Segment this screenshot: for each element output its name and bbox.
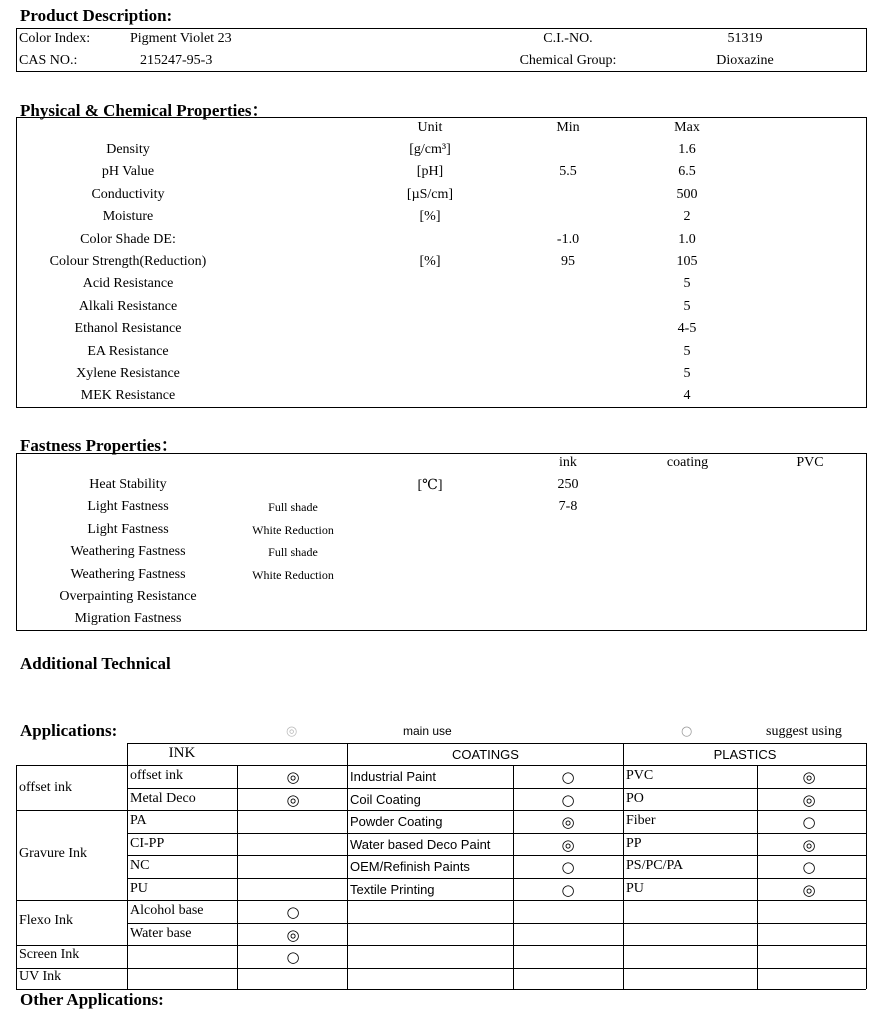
fastness-row-name: Migration Fastness [74, 611, 182, 627]
physical-heading: Physical & Chemical Properties： [20, 101, 269, 120]
physical-col-unit: Unit [417, 120, 443, 135]
coating-item-mark: ◎ [561, 835, 575, 854]
plastic-item-label: PP [626, 835, 642, 851]
other-applications-heading: Other Applications: [20, 990, 164, 1009]
physical-row-name: pH Value [101, 164, 155, 180]
physical-row-max: 5 [683, 298, 691, 314]
coating-item-mark: ○ [561, 880, 575, 899]
coating-item-label: Coil Coating [350, 791, 421, 807]
coating-item-mark: ○ [561, 790, 575, 809]
physical-row-min: -1.0 [556, 231, 580, 247]
grid-hline [128, 833, 866, 834]
plastic-item-label: PO [626, 790, 644, 806]
cas-label: CAS NO.: [19, 53, 78, 68]
header-coatings: COATINGS [452, 747, 519, 762]
physical-col-max: Max [674, 120, 700, 135]
physical-row-max: 1.0 [678, 231, 696, 247]
coating-item-label: Powder Coating [350, 814, 443, 829]
ci-no-value: 51319 [727, 31, 763, 46]
header-plastics: PLASTICS [713, 747, 777, 762]
cas-value: 215247-95-3 [140, 53, 213, 68]
chemical-group-label: Chemical Group: [519, 53, 617, 68]
ink-item-label: Alcohol base [130, 903, 204, 918]
plastic-item-mark: ◎ [802, 790, 816, 809]
ink-item-mark: ○ [286, 903, 300, 921]
plastic-item-label: Fiber [626, 813, 656, 828]
ink-item-label: PA [130, 813, 147, 828]
chemical-group-value: Dioxazine [716, 53, 774, 68]
plastic-item-mark: ○ [802, 813, 816, 831]
fastness-heading: Fastness Properties： [20, 436, 178, 455]
grid-hline [128, 788, 866, 789]
additional-heading: Additional Technical [20, 654, 171, 673]
fastness-col-ink: ink [559, 455, 577, 470]
physical-row-max: 4-5 [677, 321, 697, 337]
fastness-row-ink: 250 [557, 477, 579, 492]
grid-hline [128, 878, 866, 879]
physical-row-name: Color Shade DE: [80, 231, 176, 247]
coating-item-mark: ○ [561, 858, 575, 876]
fastness-row-name: Light Fastness [87, 521, 169, 537]
physical-row-unit: [%] [419, 209, 441, 225]
plastic-item-mark: ◎ [802, 768, 816, 786]
plastic-item-mark: ◎ [802, 835, 816, 854]
plastic-item-label: PVC [626, 768, 654, 783]
physical-row-max: 2 [683, 209, 691, 225]
physical-row-max: 5 [683, 366, 691, 381]
grid-vline [16, 765, 17, 989]
color-index-label: Color Index: [19, 31, 91, 46]
physical-row-unit: [pH] [416, 164, 444, 180]
grid-vline [127, 743, 128, 989]
plastic-item-label: PS/PC/PA [626, 858, 684, 873]
grid-hline [16, 810, 866, 811]
coating-item-label: OEM/Refinish Paints [350, 859, 470, 874]
physical-row-max: 5 [683, 343, 691, 359]
grid-vline [237, 765, 238, 989]
physical-row-name: Conductivity [91, 186, 165, 202]
fastness-row-sub: White Reduction [252, 522, 334, 537]
plastic-item-label: PU [626, 880, 644, 896]
plastic-item-mark: ○ [802, 858, 816, 876]
physical-row-name: Colour Strength(Reduction) [49, 254, 207, 269]
grid-vline [513, 765, 514, 989]
grid-hline [16, 765, 866, 766]
grid-vline [757, 765, 758, 989]
physical-row-name: Alkali Resistance [78, 298, 178, 314]
ink-item-label: CI-PP [130, 835, 165, 851]
fastness-row-sub: White Reduction [252, 567, 334, 582]
grid-hline [128, 855, 866, 856]
fastness-row-unit: [℃] [417, 478, 443, 493]
physical-col-min: Min [556, 120, 580, 135]
physical-row-unit: [%] [419, 254, 441, 269]
grid-vline [866, 743, 867, 989]
header-ink: INK [168, 745, 196, 761]
group-flexo-ink: Flexo Ink [19, 913, 74, 928]
physical-row-min: 95 [561, 254, 575, 269]
ink-item-mark: ◎ [286, 790, 300, 809]
group-screen-ink: Screen Ink [19, 947, 80, 962]
grid-hline [16, 945, 866, 946]
coating-item-label: Industrial Paint [350, 769, 436, 784]
physical-row-max: 1.6 [678, 142, 696, 157]
ink-item-mark: ◎ [286, 768, 300, 786]
physical-row-name: MEK Resistance [80, 388, 176, 404]
color-index-value: Pigment Violet 23 [130, 31, 232, 46]
fastness-row-ink: 7-8 [558, 499, 578, 515]
physical-row-unit: [g/cm³] [409, 142, 451, 157]
fastness-row-name: Overpainting Resistance [59, 589, 197, 604]
ink-item-label: Water base [130, 925, 192, 941]
fastness-row-sub: Full shade [268, 545, 318, 560]
physical-row-max: 4 [683, 388, 691, 404]
fastness-col-pvc: PVC [796, 455, 824, 470]
physical-row-name: EA Resistance [87, 343, 169, 359]
fastness-row-name: Weathering Fastness [70, 544, 186, 560]
coating-item-mark: ◎ [561, 813, 575, 831]
physical-row-name: Ethanol Resistance [74, 321, 182, 337]
group-gravure-ink: Gravure Ink [19, 846, 88, 861]
ink-item-label: NC [130, 858, 150, 873]
fastness-col-coating: coating [666, 455, 709, 470]
legend-suggest-icon: ○ [681, 724, 693, 739]
legend-main-label: main use [403, 724, 452, 738]
fastness-row-name: Weathering Fastness [70, 566, 186, 582]
coating-item-label: Textile Printing [350, 881, 435, 897]
fastness-row-name: Light Fastness [87, 499, 169, 515]
physical-row-min: 5.5 [559, 164, 577, 180]
physical-row-max: 500 [676, 186, 698, 202]
grid-vline [347, 743, 348, 989]
grid-hline [128, 923, 866, 924]
physical-row-max: 105 [676, 254, 698, 269]
group-offset-ink: offset ink [19, 780, 73, 795]
fastness-row-name: Heat Stability [89, 477, 167, 492]
fastness-row-sub: Full shade [268, 500, 318, 515]
physical-row-max: 6.5 [678, 164, 696, 180]
ci-no-label: C.I.-NO. [543, 31, 593, 46]
physical-row-max: 5 [683, 276, 691, 292]
grid-hline [128, 743, 866, 744]
grid-vline [623, 743, 624, 989]
grid-hline [16, 968, 866, 969]
legend-main-icon: ◎ [286, 724, 298, 739]
physical-row-name: Moisture [102, 209, 154, 225]
physical-row-name: Acid Resistance [82, 276, 174, 292]
ink-item-mark: ○ [286, 948, 300, 966]
physical-row-name: Density [106, 142, 150, 157]
product-description-heading: Product Description: [20, 6, 173, 25]
coating-item-label: Water based Deco Paint [350, 836, 491, 852]
legend-suggest-label: suggest using [766, 724, 842, 739]
plastic-item-mark: ◎ [802, 880, 816, 899]
physical-row-unit: [µS/cm] [406, 186, 454, 202]
grid-hline [16, 900, 866, 901]
physical-row-name: Xylene Resistance [76, 366, 180, 381]
ink-item-label: Metal Deco [130, 790, 196, 806]
applications-heading: Applications: [20, 721, 118, 740]
ink-item-mark: ◎ [286, 925, 300, 944]
ink-item-label: offset ink [130, 768, 184, 783]
ink-item-label: PU [130, 880, 148, 896]
group-uv-ink: UV Ink [19, 969, 62, 984]
coating-item-mark: ○ [561, 768, 575, 786]
